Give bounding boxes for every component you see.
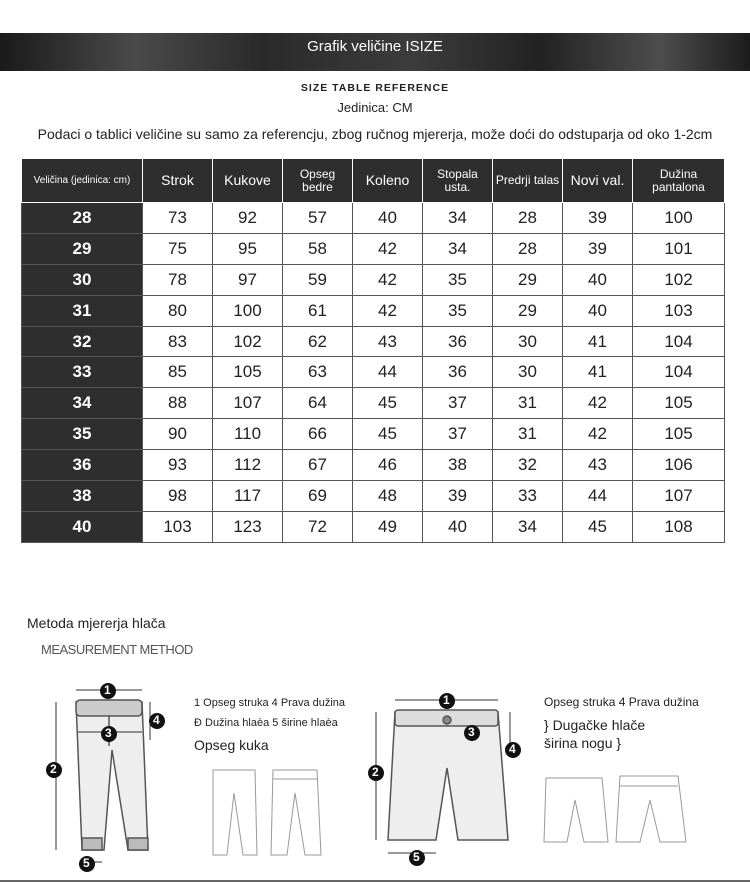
value-cell: 41 [563,326,633,357]
value-cell: 41 [563,357,633,388]
table-row [22,203,725,234]
size-cell: 33 [22,357,143,388]
table-row [22,481,725,512]
value-cell: 57 [283,203,353,234]
shorts-sketch [540,770,690,850]
size-cell: 32 [22,326,143,357]
value-cell: 103 [633,295,725,326]
size-cell: 35 [22,419,143,450]
table-row [22,264,725,295]
value-cell: 59 [283,264,353,295]
value-cell: 63 [283,357,353,388]
value-cell: 64 [283,388,353,419]
value-cell: 40 [423,511,493,542]
value-cell: 31 [493,388,563,419]
shorts-marker-4: 4 [505,742,512,756]
value-cell: 34 [423,203,493,234]
value-cell: 40 [353,203,423,234]
table-row [22,419,725,450]
size-cell: 40 [22,511,143,542]
value-cell: 31 [493,419,563,450]
value-cell: 28 [493,203,563,234]
value-cell: 67 [283,450,353,481]
marker-4: 4 [149,713,156,727]
bottom-divider [0,880,750,882]
disclaimer-note: Podaci o tablici veličine su samo za referencju, zbog ručnog mjererja, može doći do odstuparja od oko 1-2cm [37,126,713,142]
size-cell: 29 [22,233,143,264]
value-cell: 45 [353,388,423,419]
value-cell: 38 [423,450,493,481]
value-cell: 48 [353,481,423,512]
value-cell: 110 [213,419,283,450]
value-cell: 75 [143,233,213,264]
shorts-marker-3: 3 [464,725,471,739]
col-header: Stopala usta. [423,159,493,203]
value-cell: 105 [633,388,725,419]
right-caption-2: } Dugačke hlače [544,717,646,733]
value-cell: 117 [213,481,283,512]
marker-3: 3 [101,726,108,740]
value-cell: 80 [143,295,213,326]
table-row [22,326,725,357]
value-cell: 105 [213,357,283,388]
value-cell: 107 [213,388,283,419]
value-cell: 29 [493,264,563,295]
value-cell: 72 [283,511,353,542]
value-cell: 69 [283,481,353,512]
col-header: Dužina pantalona [633,159,725,203]
shorts-marker-5: 5 [409,850,416,864]
shorts-marker-2: 2 [368,765,375,779]
value-cell: 92 [213,203,283,234]
header-banner [0,33,750,71]
table-row [22,295,725,326]
value-cell: 37 [423,388,493,419]
col-header: Novi val. [563,159,633,203]
value-cell: 44 [353,357,423,388]
size-table-subtitle: SIZE TABLE REFERENCE [300,82,450,94]
value-cell: 32 [493,450,563,481]
marker-1: 1 [100,683,107,697]
value-cell: 39 [563,203,633,234]
left-caption-1: 1 Opseg struka 4 Prava dužina [194,697,346,709]
value-cell: 88 [143,388,213,419]
value-cell: 35 [423,264,493,295]
value-cell: 95 [213,233,283,264]
measurement-subtitle: MEASUREMENT METHOD [41,642,193,657]
size-table [21,158,725,543]
table-row [22,450,725,481]
value-cell: 101 [633,233,725,264]
value-cell: 44 [563,481,633,512]
value-cell: 66 [283,419,353,450]
table-row [22,511,725,542]
value-cell: 100 [213,295,283,326]
value-cell: 104 [633,357,725,388]
col-header: Predrji talas [493,159,563,203]
value-cell: 42 [353,295,423,326]
size-cell: 31 [22,295,143,326]
value-cell: 40 [563,295,633,326]
value-cell: 45 [563,511,633,542]
value-cell: 42 [353,233,423,264]
table-row [22,388,725,419]
value-cell: 123 [213,511,283,542]
value-cell: 42 [353,264,423,295]
table-row [22,357,725,388]
value-cell: 98 [143,481,213,512]
size-cell: 30 [22,264,143,295]
value-cell: 36 [423,326,493,357]
col-header: Kukove [213,159,283,203]
value-cell: 42 [563,388,633,419]
value-cell: 30 [493,357,563,388]
value-cell: 83 [143,326,213,357]
value-cell: 39 [563,233,633,264]
table-header-row [22,159,725,203]
value-cell: 40 [563,264,633,295]
size-cell: 36 [22,450,143,481]
value-cell: 45 [353,419,423,450]
value-cell: 105 [633,419,725,450]
value-cell: 102 [633,264,725,295]
value-cell: 103 [143,511,213,542]
value-cell: 85 [143,357,213,388]
shorts-illustration [370,690,520,865]
col-header: Koleno [353,159,423,203]
table-row [22,233,725,264]
col-header: Veličina (jedinica: cm) [22,159,143,203]
marker-5: 5 [79,856,86,870]
size-cell: 34 [22,388,143,419]
value-cell: 62 [283,326,353,357]
value-cell: 93 [143,450,213,481]
col-header: Strok [143,159,213,203]
value-cell: 97 [213,264,283,295]
size-cell: 38 [22,481,143,512]
col-header: Opseg bedre [283,159,353,203]
value-cell: 49 [353,511,423,542]
left-caption-3: Opseg kuka [194,737,269,753]
marker-2: 2 [46,762,53,776]
table-body [22,203,725,543]
value-cell: 106 [633,450,725,481]
long-pants-sketch [205,765,330,860]
right-caption-1: Opseg struka 4 Prava dužina [544,695,699,709]
value-cell: 30 [493,326,563,357]
value-cell: 104 [633,326,725,357]
value-cell: 61 [283,295,353,326]
value-cell: 34 [423,233,493,264]
right-caption-3: širina nogu } [544,735,622,751]
value-cell: 42 [563,419,633,450]
value-cell: 73 [143,203,213,234]
size-cell: 28 [22,203,143,234]
value-cell: 78 [143,264,213,295]
value-cell: 108 [633,511,725,542]
left-caption-2: Ð Dužina hlaèa 5 širine hlaèa [194,717,338,729]
value-cell: 43 [563,450,633,481]
value-cell: 34 [493,511,563,542]
value-cell: 58 [283,233,353,264]
banner-title: Grafik veličine ISIZE [307,38,443,55]
value-cell: 102 [213,326,283,357]
value-cell: 29 [493,295,563,326]
value-cell: 112 [213,450,283,481]
value-cell: 36 [423,357,493,388]
value-cell: 33 [493,481,563,512]
value-cell: 90 [143,419,213,450]
unit-label: Jedinica: CM [337,100,413,115]
value-cell: 100 [633,203,725,234]
value-cell: 39 [423,481,493,512]
value-cell: 37 [423,419,493,450]
measurement-title: Metoda mjererja hlača [27,615,166,631]
shorts-marker-1: 1 [439,693,446,707]
value-cell: 46 [353,450,423,481]
value-cell: 28 [493,233,563,264]
value-cell: 43 [353,326,423,357]
value-cell: 107 [633,481,725,512]
value-cell: 35 [423,295,493,326]
